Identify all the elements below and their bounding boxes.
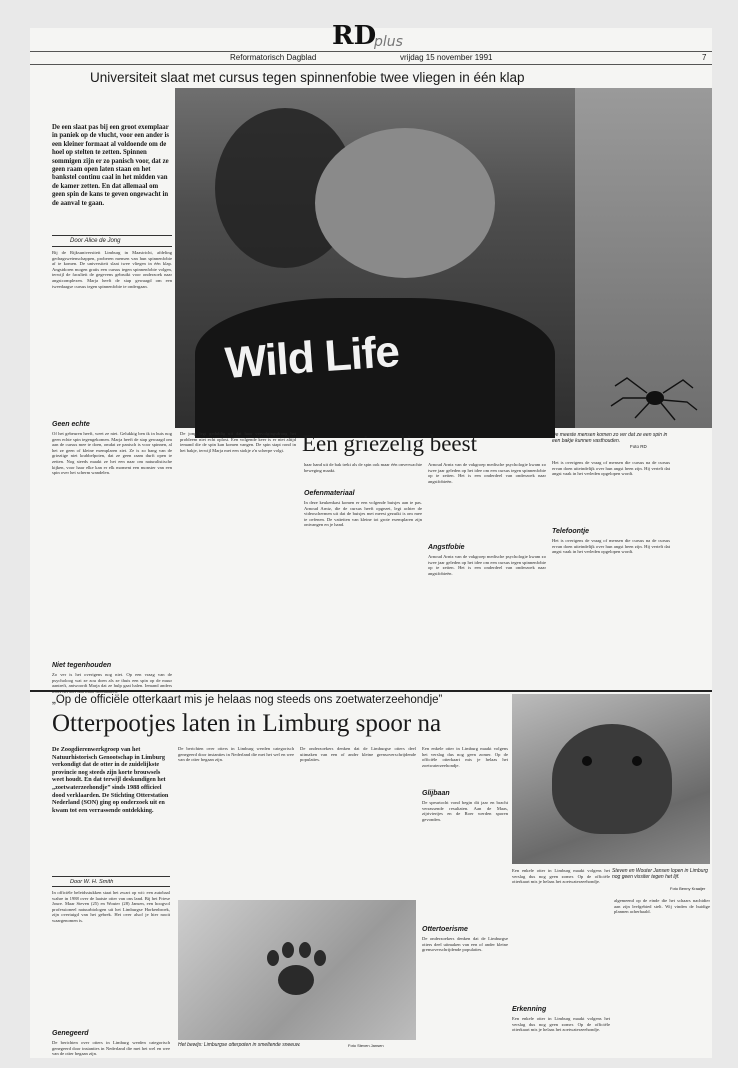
subhead-erkenning: Erkenning (512, 1006, 547, 1013)
paw-print-icon (178, 900, 416, 1040)
otter-eye-left (582, 756, 592, 766)
article1-headline: Universiteit slaat met cursus tegen spinnenfobie twee vliegen in één klap (90, 70, 525, 85)
otter-photo-caption: Steven en Wouter Jansen lopen in Limburg nog geen vissiter tegen het lijf. (612, 868, 708, 880)
article2-body-3: De onderzoekers denken dat de Limburgse otters deel uitmaken van een of ander kleine grensoverschrijdende populaties. (422, 936, 508, 953)
article1-body-intro: Bij de Rijksuniversiteit Limburg in Maastricht, afdeling gedragswetenschappen, proberen mensen van hun spinnenfobie af te komen. De universiteit slaat twee vliegen in één klap. Angstdoren mogen gratis een cursus tegen spinnenfobie volgen, terwijl de faculteit de gegevens gebruikt voor onderzoek naar angstcomplexen. Marja heeft de stap gewaagd om een tweedaagse cursus tegen spinnenfobie te ondergaan. (52, 250, 172, 289)
footprint-credit: Foto Steven Jansen (348, 1043, 384, 1048)
article1-lead: De een slaat pas bij een groot exemplaar in paniek op de vlucht, voor een ander is een kleiner formaat al voldoende om de hoel op stelten te zetten. Spinnen sommigen zijn er zo panisch voor, dat ze geen raam open laten staan en het bankstel continu caal in het midden van de kamer zetten. En dat allemaal om geen spin de kans te geven ongewacht in de aanval te gaan. (52, 124, 170, 207)
otter-photo (512, 694, 710, 864)
article2-right-body: algemeend op de einde die het schaars nachtdier aan zijn leefgebied stelt. Wij vinden de huidige plannen acherhaald. (614, 898, 710, 915)
article2-body: In officiële beleidsstukken staat het zwart op wit: een autobaal wahre in 1988 over de laatste otter van ons land. Bij het Friese Joure. Maar Steven (25) en Wouter (28) Jansen, een hoogvol professioneel natuurbiologen uit het Limburgse Horkenbroek, zijn overtuigd van het gebrek. Het over alsof je hier nooit waargenomen is. (52, 890, 170, 923)
article2-col4-top: Een enkele otter in Limburg maakt volgens het verslag dus nog geen zomer. Op de officiële otterkaart mis je helaas het zoetwaterzeehondje. (422, 746, 508, 768)
masthead-rule-bottom (30, 64, 712, 65)
spider-icon (575, 88, 712, 428)
inset-body: haar hand uit de bak trekt als de spin ook maar één onverwachte beweging maakt. (304, 462, 422, 473)
byline2-rule (52, 876, 170, 877)
masthead-paper: Reformatorisch Dagblad (230, 53, 317, 62)
subhead-angstfobie: Angstfobie (428, 544, 465, 551)
inset-headline: Een griezelig beest (302, 431, 477, 456)
page-number: 7 (702, 53, 707, 62)
article1-mid-column: De jong legt geduldig uit dat haar vervolgingsdrang het probleem niet echt oplost. Een volgende keer is er niet altijd iemand die de spin kan komen vangen. De spin stapt rond in het bakje, terwijl Marja met een stokje z'n scherpe volgt. (180, 431, 296, 453)
article2-kicker: „Op de officiële otterkaart mis je helaas nog steeds ons zoetwaterzeehondje” (52, 694, 443, 706)
masthead-rule (30, 51, 712, 52)
masthead-date: vrijdag 15 november 1991 (400, 53, 493, 62)
otter-photo-credit: Foto Benny Kraaijer (670, 886, 706, 891)
otter-head-shape (552, 724, 672, 834)
spider-photo-credit: Foto RD (630, 444, 647, 449)
masthead-logo (330, 22, 410, 52)
byline2-rule-2 (52, 886, 170, 887)
article1-body-2: Zo ver is het overigens nog niet. Op een vraag van de psycholoog wat ze zou doen als ze thuis een spin op de muur aantreft, antwoordt Marja dat ze hulp gaat halen. Iemand anders (52, 672, 172, 689)
article1-body-4: Arnoud Arntz van de vakgroep medische psychologie kwam zo twee jaar geleden op het idee om een cursus tegen spinnenfobie op te zetten. Het is een onderdeel van onderzoek naar angstfobieën. (428, 554, 546, 576)
svg-text:RD: RD (332, 21, 377, 51)
svg-text:plus: plus (374, 34, 403, 50)
shirt-print: Wild Life (223, 326, 401, 389)
article2-body-4: Een enkele otter in Limburg maakt volgens het verslag dus nog geen zomer. Op de officiële otterkaart mis je helaas het zoetwaterzeehondje. (512, 1016, 610, 1033)
footprint-photo (178, 900, 416, 1040)
article1-body-4-top: Arnoud Arntz van de vakgroep medische psychologie kwam zo twee jaar geleden op het idee om een cursus tegen spinnenfobie op te zetten. Het is een onderdeel van onderzoek naar angstfobieën. (428, 462, 546, 484)
article2-byline: Door W. H. Smith (70, 879, 114, 885)
otter-eye-right (632, 756, 642, 766)
byline-rule-2 (52, 246, 172, 247)
face-shape (315, 128, 495, 278)
article2-headline: Otterpootjes laten in Limburg spoor na (52, 710, 442, 737)
subhead-glijbaan: Glijbaan (422, 790, 450, 797)
article-divider (30, 690, 712, 692)
newspaper-page (30, 21, 712, 1058)
spider-photo-caption: De meeste mensen komen zo ver dat ze een spin in een bakje kunnen vasthouden. (552, 432, 668, 444)
article1-body-3: In deze keukenkast komen er een volgende buisjes aan te pas. Arnoud Arntz, die de cursus heeft opgezet, legt achter de videoschermen uit dat de buisjes met meest gezuikt is om mee te oefenen. De vatteiten van kleine tot grote exemplaren zijn ontvangen en je hand. (304, 500, 422, 528)
article2-body-2: De speurtocht vond begin dit jaar en bracht verrassende resultaten. Aan de Maas, zijriviertjes en de Roer werden sporen gevonden. (422, 800, 508, 822)
subhead-oefenmateriaal: Oefenmateriaal (304, 490, 355, 497)
subhead-telefoontje: Telefoontje (552, 528, 590, 535)
article2-lead: De Zoogdierenwerkgroep van het Natuurhistorisch Genootschap in Limburg verkondigt dat de otter in de zuidelijkste provincie nog steeds zijn korte brouwsels weet houdt. En dat terwijl deskundigen het „zoetwaterzeehondje” sinds 1988 officieel dood verklaarden. De Stichting Otterstation Nederland (SON) ging op onderzoek uit en kwam tot een verrassende ontdekking. (52, 746, 169, 814)
article1-body-5-top: Het is overigens de vraag of mensen die cursus na de cursus ervan doen uiteindelijk over hun angst heen zijn. Hij vertelt dat angst vaak in het verleden opgelopen wordt. (552, 460, 670, 477)
article2-col3: De onderzoekers denken dat de Limburgse otters deel uitmaken van een of ander kleine grensoverschrijdende populaties. (300, 746, 416, 763)
subhead-ottertoerisme: Ottertoerisme (422, 926, 468, 933)
article2-col2: De berichten over otters in Limburg werden categorisch genegeerd door instanties in Nederland die met het wel en wee van de otter begaan zijn. (178, 746, 294, 763)
article1-body-5: Het is overigens de vraag of mensen die cursus na de cursus ervan doen uiteindelijk over hun angst heen zijn. Hij vertelt dat angst vaak in het verleden opgelopen wordt. (552, 538, 670, 555)
subhead-niet-tegenhouden: Niet tegenhouden (52, 662, 112, 669)
article2-body-4-top: Een enkele otter in Limburg maakt volgens het verslag dus nog geen zomer. Op de officiële otterkaart mis je helaas het zoetwaterzeehondje. (512, 868, 610, 885)
footprint-caption: Het bewijs: Limburgse otterpoten in smeltende sneeuw. (178, 1042, 301, 1048)
article1-byline: Door Alice de Jong (70, 238, 121, 244)
byline-rule (52, 235, 172, 236)
article1-body-1: Of het gebeuren heeft, weet ze niet. Gelukkig ben ik in huis nog geen echte spin tegengekomen. Marja heeft de stap gewaagd om aan de cursus mee te doen, omdat ze panisch is voor spinnen, al het ze geen of kleine exemplaren ziet. Ze is zo bang van de grieziige niet krabbelpoten, dat ze geen raam durft open te zetten. Nog steeds maakt ze het een naar om naturalistische kijken, voor haar elke kan er elk moment een monster van een spin over het scherm wandelen. (52, 431, 172, 476)
rd-plus-logo (330, 22, 410, 52)
spider-photo-right (575, 88, 712, 428)
subhead-genegeerd: Genegeerd (52, 1030, 89, 1037)
spider-photo (175, 88, 575, 428)
article2-body-1: De berichten over otters in Limburg werden categorisch genegeerd door instanties in Nederland die met het wel en wee van de otter begaan zijn. (52, 1040, 170, 1057)
subhead-geen-echte: Geen echte (52, 421, 90, 428)
